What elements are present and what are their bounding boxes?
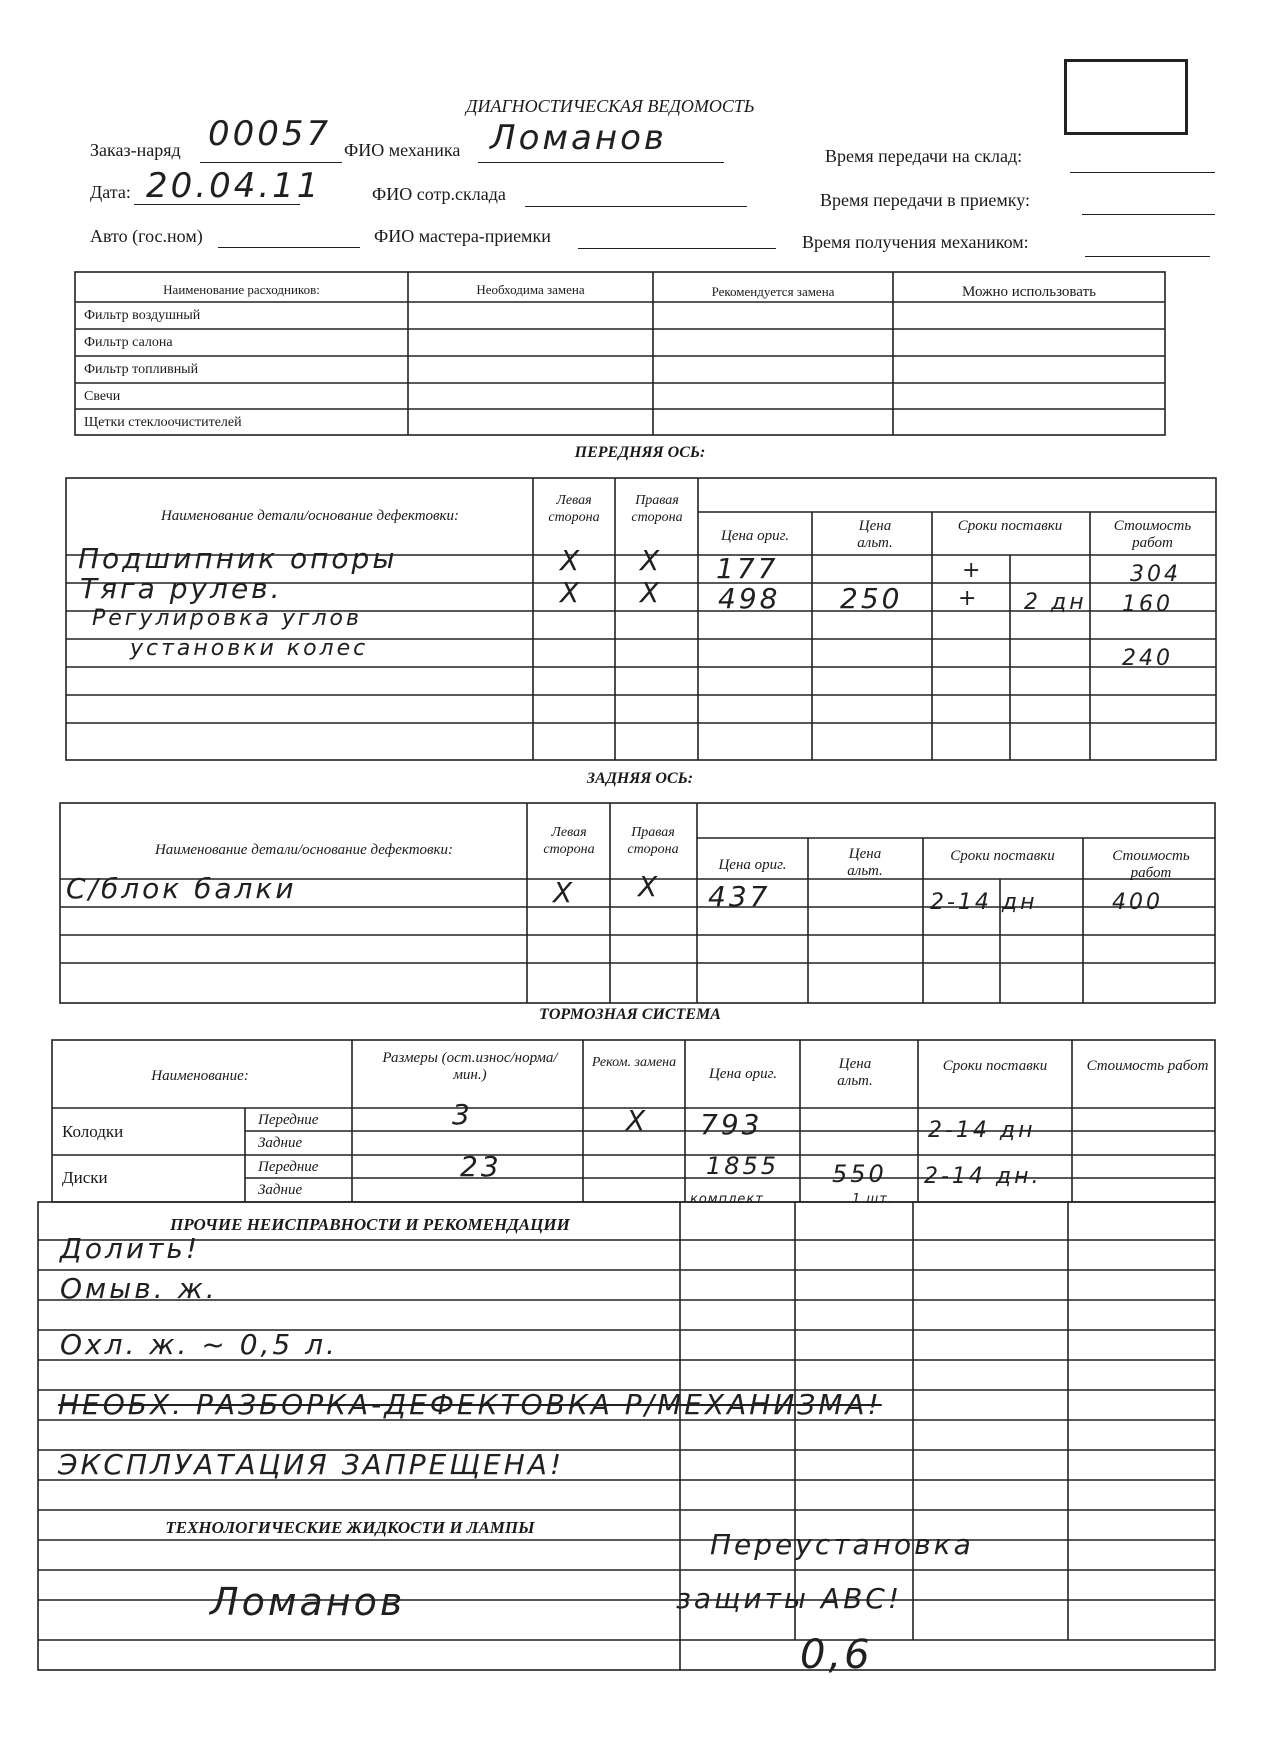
order-line — [200, 162, 342, 163]
other-line: Омыв. ж. — [60, 1272, 218, 1305]
mechanic-signature: Ломанов — [210, 1580, 406, 1624]
mechanic-value: Ломанов — [490, 118, 667, 158]
rear-row-price-orig: 437 — [708, 880, 771, 913]
order-label: Заказ-наряд — [90, 140, 181, 160]
date-label: Дата: — [90, 182, 131, 202]
brakes-discs-label: Диски — [62, 1168, 108, 1187]
front-row-delivery-b: 2 дн — [1024, 590, 1087, 615]
fluids-note-line: защиты АВС! — [676, 1582, 903, 1615]
time-to-warehouse-line — [1070, 172, 1215, 173]
front-col-left: Левая сторона — [548, 493, 600, 525]
brakes-rear-label: Задние — [258, 1182, 303, 1198]
other-line: ЭКСПЛУАТАЦИЯ ЗАПРЕЩЕНА! — [58, 1448, 565, 1481]
other-faults-title: ПРОЧИЕ НЕИСПРАВНОСТИ И РЕКОМЕНДАЦИИ — [170, 1215, 570, 1234]
front-col-work-cost: Стоимость работ — [1113, 518, 1192, 551]
time-received-label: Время получения механиком: — [802, 232, 1029, 252]
pads-front-recommend: X — [626, 1104, 649, 1137]
time-to-reception-line — [1082, 214, 1215, 215]
fluids-title: ТЕХНОЛОГИЧЕСКИЕ ЖИДКОСТИ И ЛАМПЫ — [165, 1518, 535, 1537]
consumable-row: Фильтр салона — [84, 335, 173, 350]
rear-row-name: С/блок балки — [66, 872, 297, 905]
consumable-row: Фильтр топливный — [84, 362, 199, 377]
front-col-price-alt: Цена альт. — [857, 518, 893, 551]
brakes-col-price-alt: Цена альт. — [837, 1056, 873, 1089]
other-line: Долить! — [60, 1232, 201, 1265]
rear-row-left: X — [553, 876, 576, 909]
front-row-price-orig: 177 — [716, 552, 779, 585]
reception-master-label: ФИО мастера-приемки — [374, 226, 551, 246]
brakes-col-sizes: Размеры (ост.износ/норма/мин.) — [382, 1050, 558, 1083]
rear-col-delivery: Сроки поставки — [950, 848, 1055, 864]
time-received-line — [1085, 256, 1210, 257]
front-row-work-cost: 304 — [1130, 562, 1181, 587]
rear-row-right: X — [638, 870, 661, 903]
front-row-price-orig: 498 — [718, 582, 781, 615]
front-row-left: X — [560, 544, 583, 577]
discs-front-delivery: 2-14 дн. — [924, 1164, 1042, 1189]
front-axle-title: ПЕРЕДНЯЯ ОСЬ: — [574, 444, 706, 461]
consumable-row: Щетки стеклоочистителей — [84, 415, 242, 430]
rear-row-work-cost: 400 — [1112, 890, 1163, 915]
rear-col-left: Левая сторона — [543, 825, 595, 857]
discs-front-size: 23 — [460, 1150, 502, 1183]
discs-note-alt: 1 шт. — [852, 1192, 894, 1207]
pads-front-size: 3 — [452, 1098, 473, 1131]
brakes-col-delivery: Сроки поставки — [942, 1058, 1048, 1074]
rear-col-price-orig: Цена ориг. — [718, 857, 787, 873]
reception-master-line — [578, 248, 776, 249]
discs-note-orig: комплект — [690, 1192, 764, 1207]
discs-front-price-orig: 1855 — [706, 1152, 780, 1180]
brakes-rear-label: Задние — [258, 1135, 303, 1151]
brakes-title: ТОРМОЗНАЯ СИСТЕМА — [539, 1006, 721, 1023]
discs-front-price-alt: 550 — [832, 1160, 887, 1188]
other-line: НЕОБХ. РАЗБОРКА-ДЕФЕКТОВКА Р/МЕХАНИЗМА! — [58, 1388, 882, 1421]
front-row-name: Подшипник опоры — [78, 542, 398, 575]
consumables-col-usable: Можно использовать — [962, 284, 1096, 300]
pads-front-price-orig: 793 — [700, 1108, 763, 1141]
front-col-price-orig: Цена ориг. — [720, 528, 790, 544]
stamp-box — [1064, 59, 1188, 135]
mechanic-label: ФИО механика — [344, 140, 461, 160]
mechanic-line — [478, 162, 724, 163]
consumables-col-required: Необходима замена — [476, 282, 585, 297]
rear-col-price-alt: Цена альт. — [847, 846, 883, 879]
front-row-delivery-a: + — [958, 586, 980, 611]
car-label: Авто (гос.ном) — [90, 226, 203, 246]
brakes-col-price-orig: Цена ориг. — [708, 1066, 778, 1082]
front-col-right: Правая сторона — [631, 493, 683, 525]
front-col-delivery: Сроки поставки — [957, 518, 1063, 534]
date-value: 20.04.11 — [146, 166, 322, 206]
rear-col-right: Правая сторона — [627, 825, 679, 857]
order-value: 00057 — [208, 114, 332, 154]
rear-axle-title: ЗАДНЯЯ ОСЬ: — [586, 770, 694, 787]
front-row-name: установки колес — [130, 636, 369, 661]
front-row-right: X — [640, 544, 663, 577]
rear-col-work-cost: Стоимость работ — [1112, 848, 1190, 881]
brakes-col-recommend: Реком. замена — [591, 1055, 677, 1070]
document-title: ДИАГНОСТИЧЕСКАЯ ВЕДОМОСТЬ — [466, 96, 755, 116]
rear-col-name: Наименование детали/основание дефектовки: — [154, 842, 454, 858]
brakes-front-label: Передние — [258, 1159, 319, 1175]
consumable-row: Фильтр воздушный — [84, 308, 201, 323]
front-row-right: X — [640, 576, 663, 609]
consumable-row: Свечи — [84, 389, 121, 404]
consumables-col-recommended: Рекомендуется замена — [711, 284, 835, 299]
consumables-col-name: Наименование расходников: — [163, 282, 320, 297]
fluids-note-line: Переустановка — [710, 1528, 974, 1561]
front-row-left: X — [560, 576, 583, 609]
front-row-work-cost: 160 — [1122, 592, 1173, 617]
front-row-name: Тяга рулев. — [80, 572, 283, 605]
front-row-name: Регулировка углов — [92, 606, 362, 631]
warehouse-staff-line — [525, 206, 747, 207]
front-row-delivery-a: + — [962, 558, 984, 583]
front-col-name: Наименование детали/основание дефектовки: — [160, 508, 460, 524]
brakes-front-label: Передние — [258, 1112, 319, 1128]
rear-row-delivery: 2-14 дн — [930, 890, 1038, 915]
fluids-note-line: 0,6 — [800, 1632, 873, 1678]
pads-front-delivery: 2-14 дн — [928, 1118, 1036, 1143]
brakes-col-work-cost: Стоимость работ — [1086, 1058, 1209, 1074]
car-line — [218, 247, 360, 248]
brakes-pads-label: Колодки — [62, 1122, 124, 1141]
time-to-reception-label: Время передачи в приемку: — [820, 190, 1031, 210]
time-to-warehouse-label: Время передачи на склад: — [825, 146, 1023, 166]
front-row-price-alt: 250 — [840, 582, 903, 615]
other-line: Охл. ж. ~ 0,5 л. — [60, 1328, 338, 1361]
front-row-work-cost: 240 — [1122, 646, 1173, 671]
brakes-col-name: Наименование: — [151, 1068, 249, 1084]
warehouse-staff-label: ФИО сотр.склада — [372, 184, 506, 204]
